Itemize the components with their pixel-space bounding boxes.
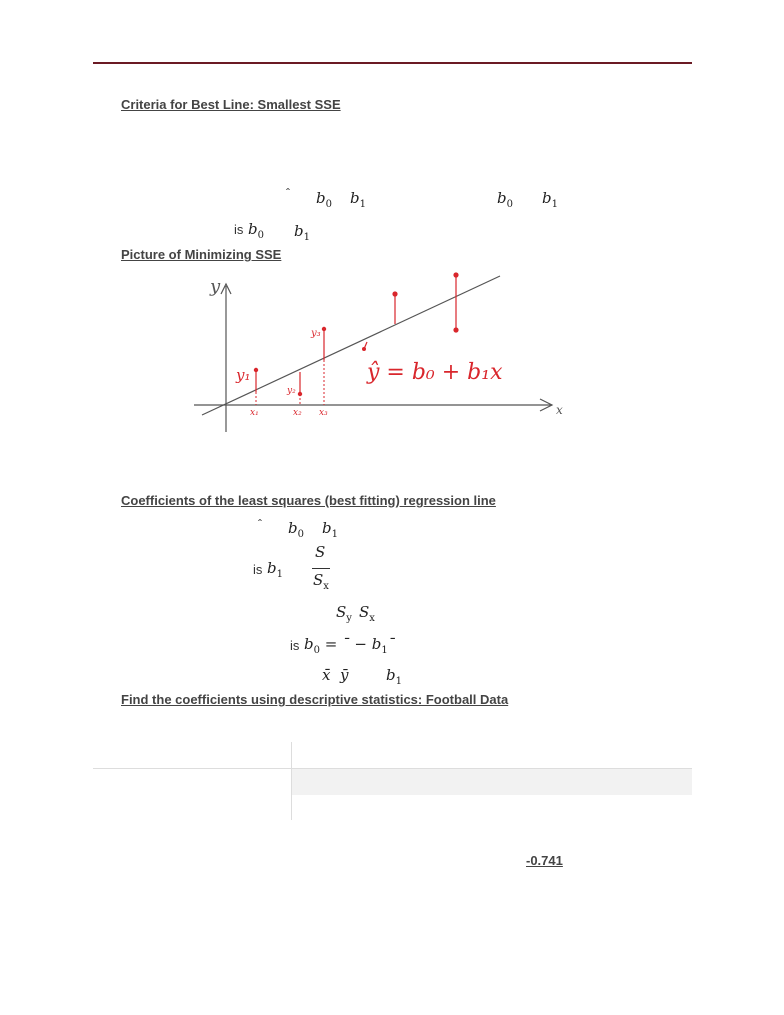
b0-symbol: $b_0$ [248, 220, 264, 241]
data-point [322, 327, 326, 331]
data-point [453, 327, 458, 332]
ybar-symbol: ȳ [340, 666, 349, 684]
fraction-numerator: S [315, 543, 326, 561]
hat-mark: ˆ [258, 517, 262, 531]
b1-symbol: $b_1$ [267, 559, 283, 580]
heading-picture: Picture of Minimizing SSE [121, 247, 282, 262]
result-value: -0.741 [526, 853, 563, 868]
header-rule [93, 62, 692, 64]
b1-symbol: $b_1$ [322, 519, 338, 540]
b0-symbol: $b_0$ [497, 189, 513, 210]
data-point [392, 291, 397, 296]
b1-symbol: $b_1$ [386, 666, 402, 687]
hat-mark: ˆ [286, 186, 290, 200]
x-axis-label: x [556, 403, 563, 417]
is-label: is [253, 562, 263, 577]
b1-symbol: $b_1$ [350, 189, 366, 210]
y1-label: y₁ [236, 366, 251, 384]
regression-equation: ŷ = b₀ + b₁x [367, 360, 503, 385]
x3-label: x₃ [319, 408, 328, 418]
x2-label: x₂ [293, 408, 302, 418]
xbar-symbol: x̄ [322, 666, 331, 684]
fraction-denominator: $S_x$ [313, 571, 329, 592]
b1-symbol: $b_1$ [542, 189, 558, 210]
b0-symbol: $b_0$ [316, 189, 332, 210]
b1-symbol: $b_1$ [294, 222, 310, 243]
y-axis-label: y [210, 276, 221, 297]
b0-symbol: $b_0$ [288, 519, 304, 540]
regression-sketch [190, 268, 570, 438]
heading-coefficients: Coefficients of the least squares (best fitting) regression line [121, 493, 496, 508]
heading-criteria: Criteria for Best Line: Smallest SSE [121, 97, 341, 112]
x1-label: x₁ [250, 408, 259, 418]
fraction-bar [312, 568, 330, 569]
data-point [453, 272, 458, 277]
data-point [254, 368, 258, 372]
y3-label: y₃ [311, 328, 321, 339]
sy-symbol: $S_y$ [336, 603, 352, 624]
is-label: is [290, 638, 300, 653]
sx-symbol: $S_x$ [359, 603, 375, 624]
table-row [292, 769, 692, 795]
heading-find: Find the coefficients using descriptive statistics: Football Data [121, 692, 509, 707]
regression-line [202, 276, 500, 415]
b0-equation: $b_0$ = ¯ − $b_1¯$ [304, 635, 396, 656]
is-label: is [234, 222, 244, 237]
y2-label: y₂ [287, 386, 296, 396]
